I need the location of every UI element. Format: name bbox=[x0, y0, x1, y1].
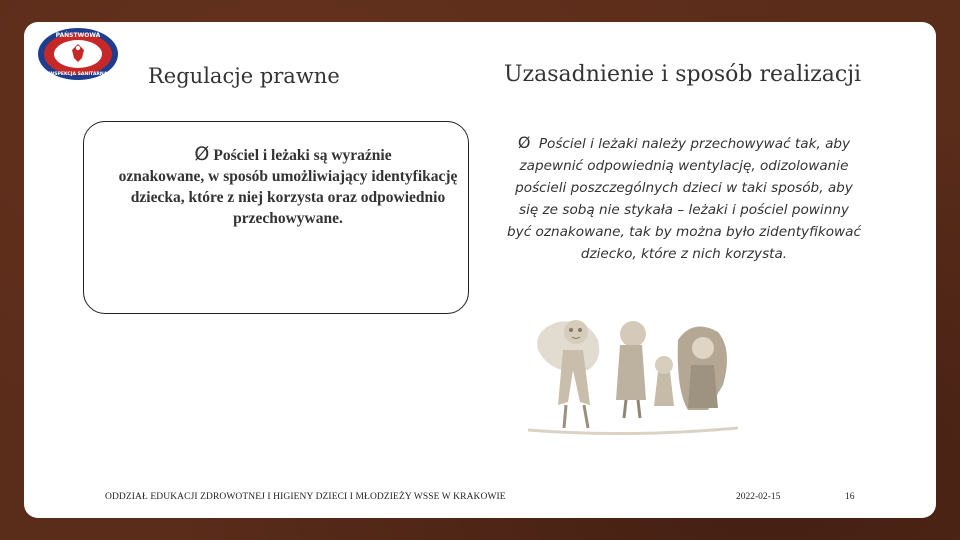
bullet-arrow-icon: Ø bbox=[517, 133, 531, 152]
footer-date: 2022-02-15 bbox=[736, 492, 781, 502]
regulation-text-rest: oznakowane, w sposób umożliwiający identyfikację dziecka, które z niej korzysta oraz odpowiednio przechowywane. bbox=[118, 168, 458, 227]
childrens-drawing-illustration bbox=[528, 310, 738, 440]
justification-body: Pościel i leżaki należy przechowywać tak, aby zapewnić odpowiednią wentylację, odizolowanie pościeli poszczególnych dzieci w taki sposób, aby się ze sobą nie stykała – leżaki i pościel powinny być oznakowane, tak by można było zidentyfikować dziecko, które z nich korzysta. bbox=[507, 136, 861, 262]
logo-emblem-icon bbox=[36, 26, 120, 82]
right-column-title: Uzasadnienie i sposób realizacji bbox=[504, 62, 862, 87]
bullet-arrow-icon: Ø bbox=[194, 143, 210, 165]
footer-page-number: 16 bbox=[845, 492, 855, 502]
justification-text bbox=[506, 132, 862, 265]
regulation-text bbox=[118, 144, 458, 229]
logo-top-text: PAŃSTWOWA bbox=[55, 32, 101, 39]
regulation-text-first-line: Pościel i leżaki są wyraźnie bbox=[213, 147, 392, 164]
footer-organization: ODDZIAŁ EDUKACJI ZDROWOTNEJ I HIGIENY DZIECI I MŁODZIEŻY WSSE W KRAKOWIE bbox=[105, 492, 506, 502]
sanitary-inspection-logo bbox=[36, 26, 120, 82]
logo-bottom-text: INSPEKCJA SANITARNA bbox=[48, 72, 108, 77]
childrens-drawing-image bbox=[528, 310, 738, 440]
left-column-title: Regulacje prawne bbox=[148, 64, 340, 88]
